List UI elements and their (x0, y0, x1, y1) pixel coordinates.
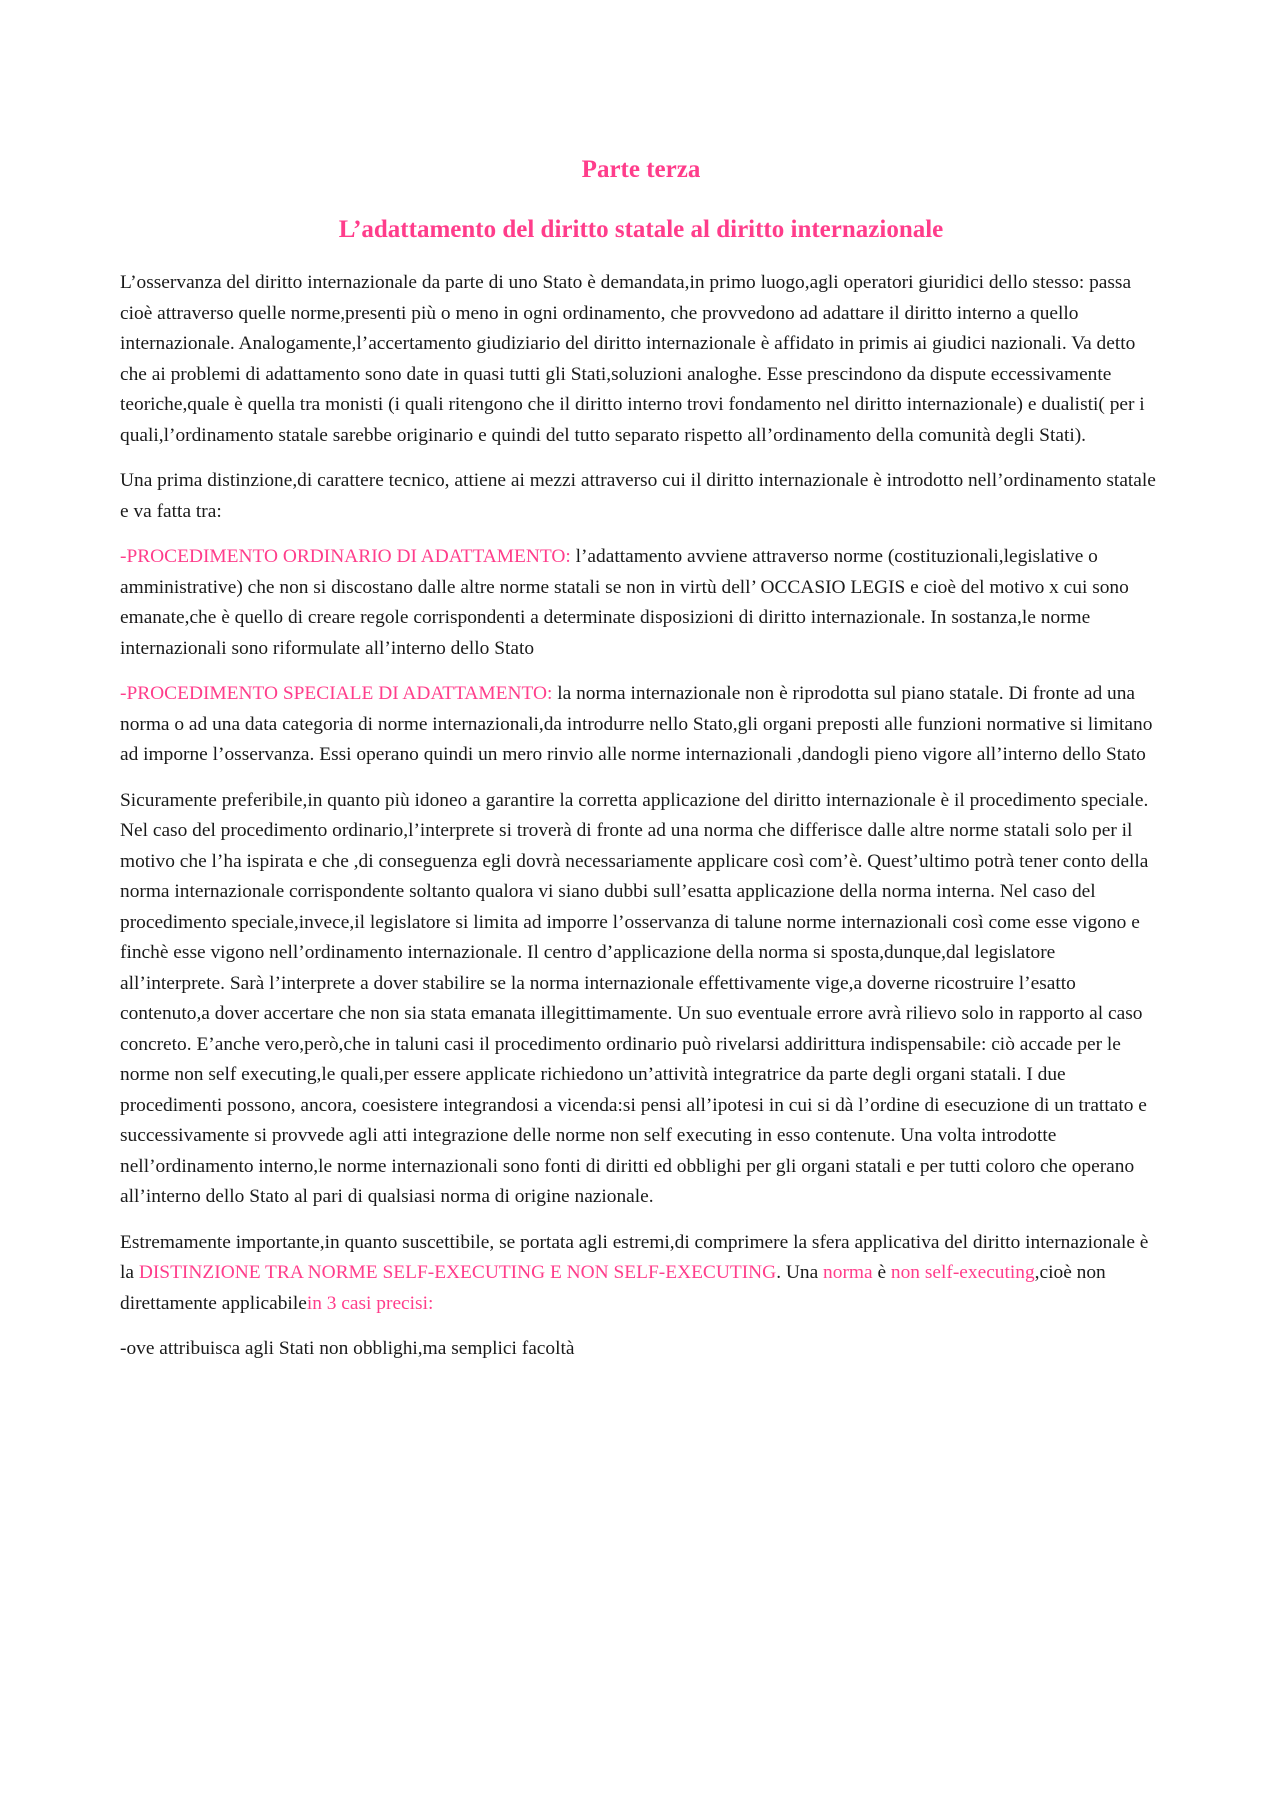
list-item-first-case: -ove attribuisca agli Stati non obblighi,ma semplici facoltà (120, 1338, 575, 1359)
paragraph-self-executing (120, 1228, 1162, 1320)
ordinary-procedure-text: l’adattamento avviene attraverso norme (costituzionali,legislative o amministrative) che non si discostano dalle altre norme statali se non in virtù dell’ OCCASIO LEGIS e cioè del motivo x cui sono emanate,che è quello di creare regole corrispondenti a determinate disposizioni di diritto internazionale. In sostanza,le norme internazionali sono riformulate all’interno dello Stato (120, 546, 1129, 659)
ordinary-procedure-label: -PROCEDIMENTO ORDINARIO DI ADATTAMENTO: (120, 546, 571, 567)
self-executing-text-g: ,cioè non direttamente applicabile (120, 1262, 1106, 1314)
self-executing-text-e: è (872, 1262, 891, 1283)
paragraph-special-procedure (120, 679, 1162, 771)
self-executing-text-a: Estremamente importante,in quanto suscettibile, se portata agli estremi,di comprimere la sfera applicativa del diritto internazionale è la (120, 1231, 1149, 1283)
non-self-executing-highlight: non self-executing (890, 1262, 1035, 1283)
paragraph-distinction: Una prima distinzione,di carattere tecnico, attiene ai mezzi attraverso cui il diritto internazionale è introdotto nell’ordinamento statale e va fatta tra: (120, 470, 1156, 522)
part-title: Parte terza (581, 156, 701, 183)
three-cases-highlight: in 3 casi precisi (306, 1292, 428, 1314)
special-procedure-text: la norma internazionale non è riprodotta sul piano statale. Di fronte ad una norma o ad una data categoria di norme internazionali,da introdurre nello Stato,gli organi preposti alle funzioni normative si limitano ad imporne l’osservanza. Essi operano quindi un mero rinvio alle norme internazionali ,dandogli pieno vigore all’interno dello Stato (120, 683, 1153, 765)
main-title: L’adattamento del diritto statale al diritto internazionale (338, 216, 944, 243)
paragraph-comparison: Sicuramente preferibile,in quanto più idoneo a garantire la corretta applicazione del diritto internazionale è il procedimento speciale. Nel caso del procedimento ordinario,l’interprete si troverà di fronte ad una norma che differisce dalle altre norme statali solo per il motivo che l’ha ispirata e che ,di conseguenza egli dovrà necessariamente applicare così com’è. Quest’ultimo potrà tener conto della norma internazionale corrispondente soltanto qualora vi siano dubbi sull’esatta applicazione della norma interna. Nel caso del procedimento speciale,invece,il legislatore si limita ad imporre l’osservanza di talune norme internazionali così come esse vigono e finchè esse vigono nell’ordinamento internazionale. Il centro d’applicazione della norma si sposta,dunque,dal legislatore all’interprete. Sarà l’interprete a dover stabilire se la norma internazionale effettivamente vige,a doverne ricostruire l’esatto contenuto,a dover accertare che non sia stata emanata illegittimamente. Un suo eventuale errore avrà rilievo solo in rapporto al caso concreto. E’anche vero,però,che in taluni casi il procedimento ordinario può rivelarsi addirittura indispensabile: ciò accade per le norme non self executing,le quali,per essere applicate richiedono un’attività integratrice da parte degli organi statali. I due procedimenti possono, ancora, coesistere integrandosi a vicenda:si pensi all’ipotesi in cui si dà l’ordine di esecuzione di un trattato e successivamente si provvede agli atti integrazione delle norme non self executing in esso contenute. Una volta introdotte nell’ordinamento interno,le norme internazionali sono fonti di diritti ed obblighi per gli organi statali e per tutti coloro che operano all’interno dello Stato al pari di qualsiasi norma di origine nazionale. (120, 789, 1149, 1207)
paragraph-intro: L’osservanza del diritto internazionale da parte di uno Stato è demandata,in primo luogo,agli operatori giuridici dello stesso: passa cioè attraverso quelle norme,presenti più o meno in ogni ordinamento, che provvedono ad adattare il diritto interno a quello internazionale. Analogamente,l’accertamento giudiziario del diritto internazionale è affidato in primis ai giudici nazionali. Va detto che ai problemi di adattamento sono date in quasi tutti gli Stati,soluzioni analoghe. Esse prescindono da dispute eccessivamente teoriche,quale è quella tra monisti (i quali ritengono che il diritto interno trovi fondamento nel diritto internazionale) e dualisti( per i quali,l’ordinamento statale sarebbe originario e quindi del tutto separato rispetto all’ordinamento della comunità degli Stati). (120, 272, 1145, 446)
document-page (120, 150, 1162, 1380)
paragraph-ordinary-procedure (120, 542, 1162, 664)
special-procedure-label: -PROCEDIMENTO SPECIALE DI ADATTAMENTO: (120, 683, 553, 704)
colon-highlight: : (427, 1292, 434, 1314)
self-executing-highlight: DISTINZIONE TRA NORME SELF-EXECUTING E NON SELF-EXECUTING (138, 1262, 777, 1283)
self-executing-text-c: . Una (776, 1262, 824, 1283)
norma-highlight: norma (823, 1262, 873, 1283)
